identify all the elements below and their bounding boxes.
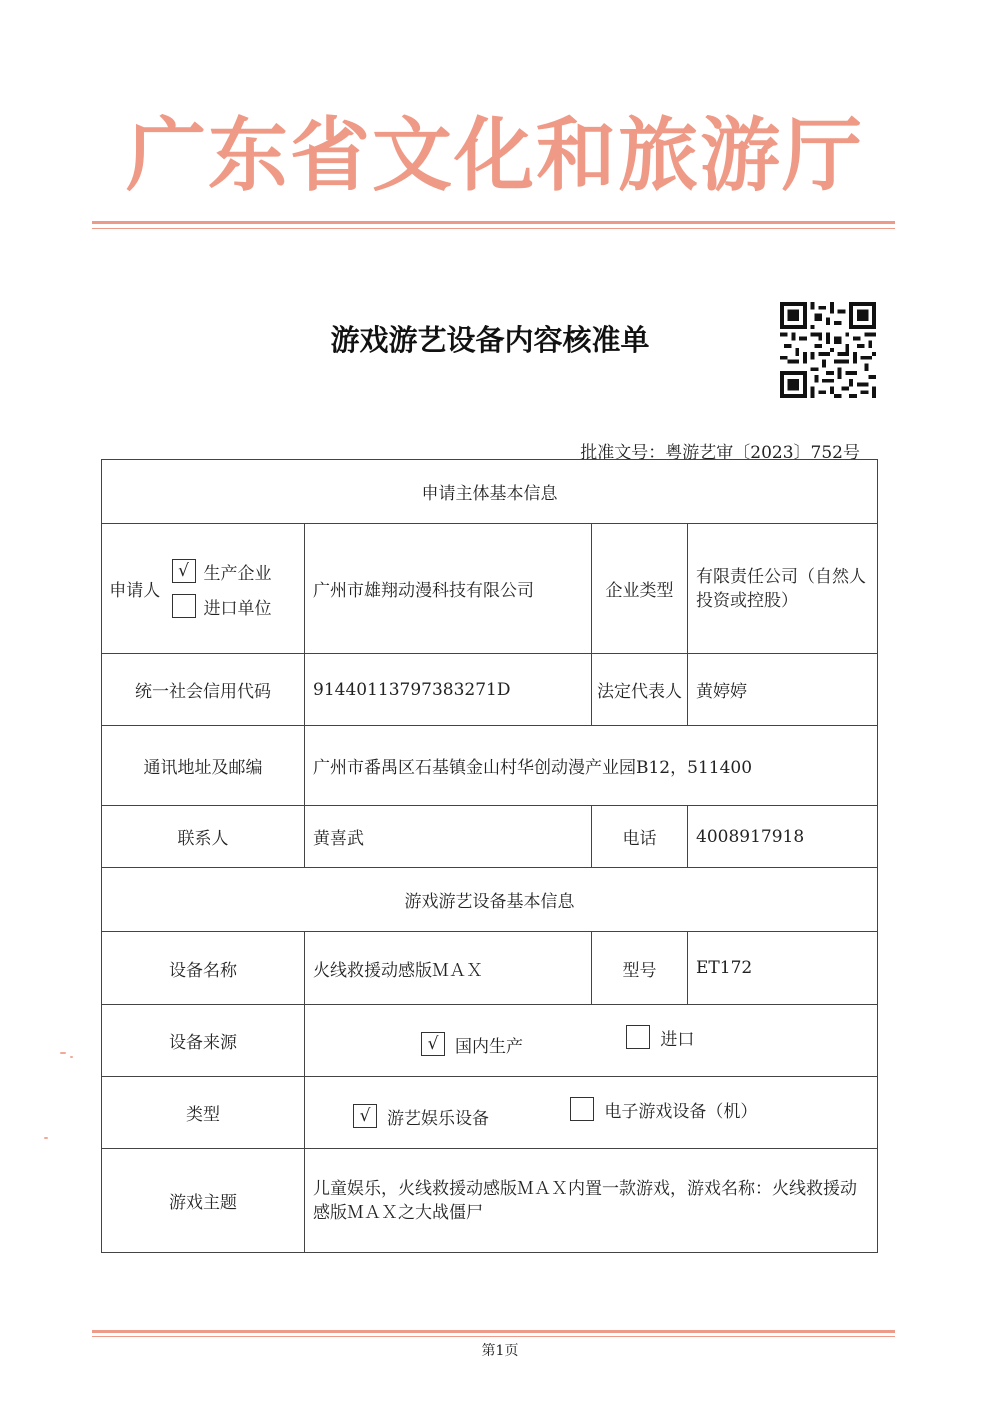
- stamp-trace-mark: [70, 1056, 73, 1058]
- option-amusement[interactable]: [353, 1104, 489, 1129]
- approval-form-table: [101, 459, 878, 1253]
- phone-value: 4008917918: [688, 806, 878, 868]
- option-amusement-label: 游艺娱乐设备: [387, 1108, 489, 1129]
- option-electronic-label: 电子游戏设备（机）: [604, 1101, 758, 1122]
- type-label: 类型: [102, 1077, 305, 1149]
- contact-value: 黄喜武: [305, 806, 592, 868]
- phone-label: 电话: [592, 806, 688, 868]
- checkbox-electronic[interactable]: [570, 1097, 594, 1121]
- device-name-label: 设备名称: [102, 932, 305, 1005]
- device-name-value: 火线救援动感版ＭＡＸ: [305, 932, 592, 1005]
- contact-label: 联系人: [102, 806, 305, 868]
- section-title-applicant: 申请主体基本信息: [102, 460, 878, 524]
- model-label: 型号: [592, 932, 688, 1005]
- checkbox-importer[interactable]: [172, 594, 196, 618]
- company-type-label: 企业类型: [592, 524, 688, 654]
- checkbox-amusement[interactable]: √: [353, 1104, 377, 1128]
- stamp-trace-mark: [60, 1052, 66, 1054]
- applicant-label: 申请人: [102, 524, 168, 654]
- applicant-type-options: [168, 524, 305, 654]
- type-options: [305, 1077, 878, 1149]
- company-name: 广州市雄翔动漫科技有限公司: [305, 524, 592, 654]
- header-divider-thick: [92, 221, 895, 224]
- option-import[interactable]: [626, 1025, 694, 1050]
- option-import-label: 进口: [660, 1029, 695, 1050]
- stamp-trace-mark: [44, 1137, 48, 1139]
- source-options: [305, 1005, 878, 1077]
- option-domestic[interactable]: [421, 1032, 523, 1057]
- option-electronic[interactable]: [570, 1097, 757, 1122]
- footer-divider-thin: [92, 1336, 895, 1337]
- page-number: 第1页: [481, 1343, 519, 1359]
- footer-divider-thick: [92, 1330, 895, 1333]
- document-title: 游戏游艺设备内容核准单: [330, 323, 650, 357]
- approval-number: 批准文号：粤游艺审〔2023〕752号: [580, 443, 860, 463]
- option-domestic-label: 国内生产: [455, 1036, 523, 1057]
- source-label: 设备来源: [102, 1005, 305, 1077]
- option-manufacturer[interactable]: [172, 559, 297, 584]
- option-importer-label: 进口单位: [203, 598, 272, 619]
- checkbox-import[interactable]: [626, 1025, 650, 1049]
- credit-code-label: 统一社会信用代码: [102, 654, 305, 726]
- legal-rep-label: 法定代表人: [592, 654, 688, 726]
- theme-value: 儿童娱乐，火线救援动感版ＭＡＸ内置一款游戏，游戏名称：火线救援动感版ＭＡＸ之大战僵尸: [305, 1149, 878, 1253]
- company-type-value: 有限责任公司（自然人投资或控股）: [688, 524, 878, 654]
- issuing-authority-header: 广东省文化和旅游厅: [126, 108, 864, 202]
- legal-rep-value: 黄婷婷: [688, 654, 878, 726]
- option-manufacturer-label: 生产企业: [203, 563, 272, 584]
- model-value: ET172: [688, 932, 878, 1005]
- credit-code-value: 91440113797383271D: [305, 654, 592, 726]
- checkbox-domestic[interactable]: √: [421, 1032, 445, 1056]
- address-label: 通讯地址及邮编: [102, 726, 305, 806]
- header-divider-thin: [92, 228, 895, 229]
- checkbox-manufacturer[interactable]: √: [172, 559, 196, 583]
- address-value: 广州市番禺区石基镇金山村华创动漫产业园B12，511400: [305, 726, 878, 806]
- section-title-device: 游戏游艺设备基本信息: [102, 868, 878, 932]
- qr-code-icon: [780, 302, 876, 398]
- theme-label: 游戏主题: [102, 1149, 305, 1253]
- option-importer[interactable]: [172, 594, 297, 619]
